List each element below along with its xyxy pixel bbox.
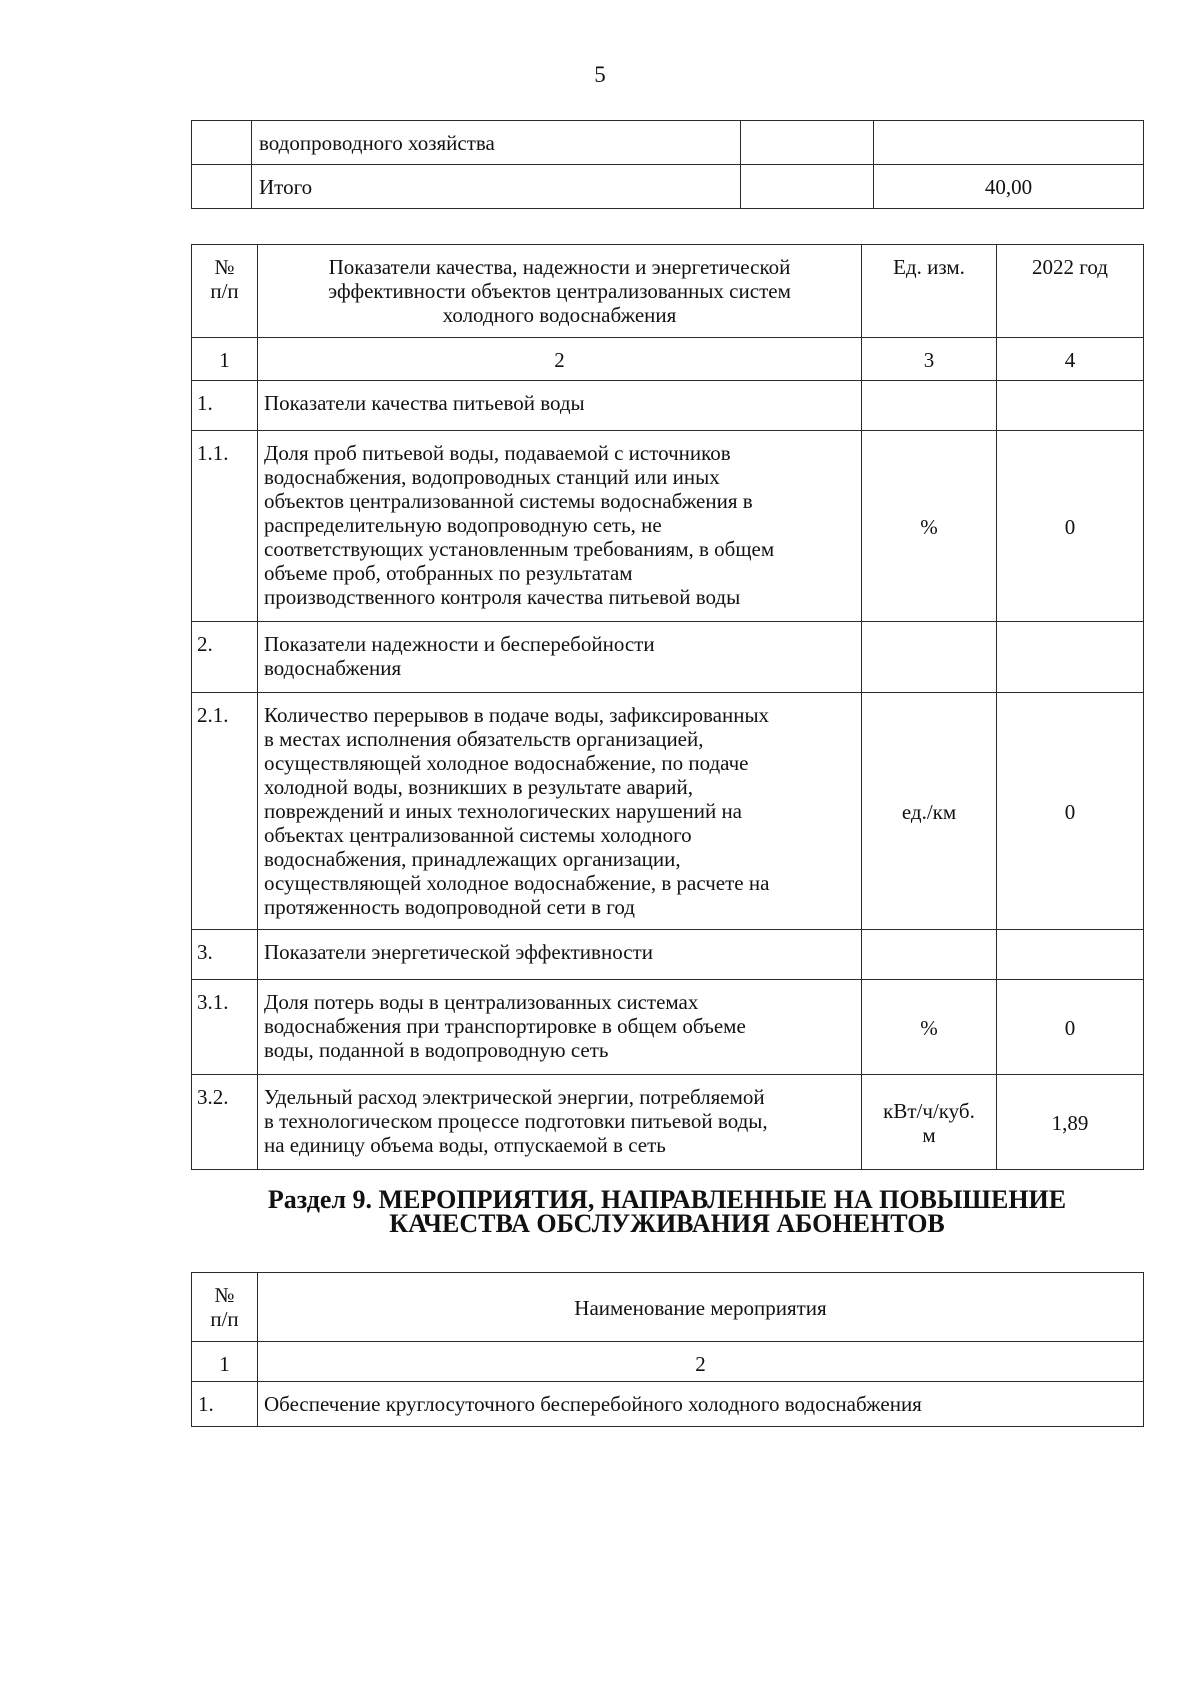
row-name: Обеспечение круглосуточного бесперебойного холодного водоснабжения	[258, 1382, 1144, 1427]
section-title: Раздел 9. МЕРОПРИЯТИЯ, НАПРАВЛЕННЫЕ НА ПОВЫШЕНИЕ КАЧЕСТВА ОБСЛУЖИВАНИЯ АБОНЕНТОВ	[267, 1185, 1067, 1238]
column-numbers-row	[192, 1342, 1144, 1382]
row-unit: ед./км	[862, 693, 997, 930]
table-row	[192, 622, 1144, 693]
row-unit	[862, 622, 997, 693]
table-row	[192, 693, 1144, 930]
table-row	[192, 1382, 1144, 1427]
row-value	[997, 381, 1144, 431]
row-number: 1.	[192, 1382, 258, 1427]
row-text: Показатели энергетической эффективности	[258, 930, 862, 980]
row-value: 0	[997, 693, 1144, 930]
table-row	[192, 381, 1144, 431]
row-text: Доля потерь воды в централизованных системах водоснабжения при транспортировке в общем объеме воды, поданной в водопроводную сеть	[258, 980, 862, 1075]
header-year: 2022 год	[997, 245, 1144, 338]
row-value: 0	[997, 980, 1144, 1075]
header-row	[192, 245, 1144, 338]
row-unit: %	[862, 431, 997, 622]
header-row	[192, 1273, 1144, 1342]
table-row	[192, 431, 1144, 622]
table-row	[192, 930, 1144, 980]
row-number: 3.1.	[192, 980, 258, 1075]
row-number	[192, 121, 252, 165]
row-unit: кВт/ч/куб. м	[862, 1075, 997, 1170]
row-unit	[741, 165, 874, 209]
row-text: Количество перерывов в подаче воды, зафиксированных в местах исполнения обязательств организацией, осуществляющей холодное водоснабжение, по подаче холодной воды, возникших в результате аварий, повреждений и иных технологических нарушений на объектах централизованной системы холодного водоснабжения, принадлежащих организации, осуществляющей холодное водоснабжение, в расчете на протяженность водопроводной сети в год	[258, 693, 862, 930]
header-number: № п/п	[192, 245, 258, 338]
header-name: Наименование мероприятия	[258, 1273, 1144, 1342]
column-number: 4	[997, 338, 1144, 381]
row-text: Показатели надежности и бесперебойности водоснабжения	[258, 622, 862, 693]
row-name: водопроводного хозяйства	[252, 121, 741, 165]
row-text: Удельный расход электрической энергии, потребляемой в технологическом процессе подготовки питьевой воды, на единицу объема воды, отпускаемой в сеть	[258, 1075, 862, 1170]
row-text: Показатели качества питьевой воды	[258, 381, 862, 431]
row-number	[192, 165, 252, 209]
column-number: 1	[192, 1342, 258, 1382]
column-number: 3	[862, 338, 997, 381]
row-value	[874, 121, 1144, 165]
table-row	[192, 121, 1144, 165]
row-value: 0	[997, 431, 1144, 622]
row-name: Итого	[252, 165, 741, 209]
header-number: № п/п	[192, 1273, 258, 1342]
row-number: 1.1.	[192, 431, 258, 622]
column-numbers-row	[192, 338, 1144, 381]
header-unit: Ед. изм.	[862, 245, 997, 338]
measures-table	[191, 1272, 1144, 1427]
row-number: 3.2.	[192, 1075, 258, 1170]
indicators-table	[191, 244, 1144, 1170]
column-number: 1	[192, 338, 258, 381]
column-number: 2	[258, 1342, 1144, 1382]
row-value: 1,89	[997, 1075, 1144, 1170]
row-unit	[862, 381, 997, 431]
totals-table	[191, 120, 1144, 209]
column-number: 2	[258, 338, 862, 381]
row-value	[997, 622, 1144, 693]
row-number: 3.	[192, 930, 258, 980]
row-number: 2.1.	[192, 693, 258, 930]
row-value	[997, 930, 1144, 980]
header-indicator: Показатели качества, надежности и энергетической эффективности объектов централизованных систем холодного водоснабжения	[258, 245, 862, 338]
table-row	[192, 1075, 1144, 1170]
row-number: 1.	[192, 381, 258, 431]
row-number: 2.	[192, 622, 258, 693]
row-unit	[741, 121, 874, 165]
table-row	[192, 980, 1144, 1075]
total-value: 40,00	[874, 165, 1144, 209]
table-row	[192, 165, 1144, 209]
row-unit	[862, 930, 997, 980]
row-text: Доля проб питьевой воды, подаваемой с источников водоснабжения, водопроводных станций или иных объектов централизованной системы водоснабжения в распределительную водопроводную сеть, не соответствующих установленным требованиям, в общем объеме проб, отобранных по результатам производственного контроля качества питьевой воды	[258, 431, 862, 622]
page-number: 5	[594, 62, 606, 87]
row-unit: %	[862, 980, 997, 1075]
